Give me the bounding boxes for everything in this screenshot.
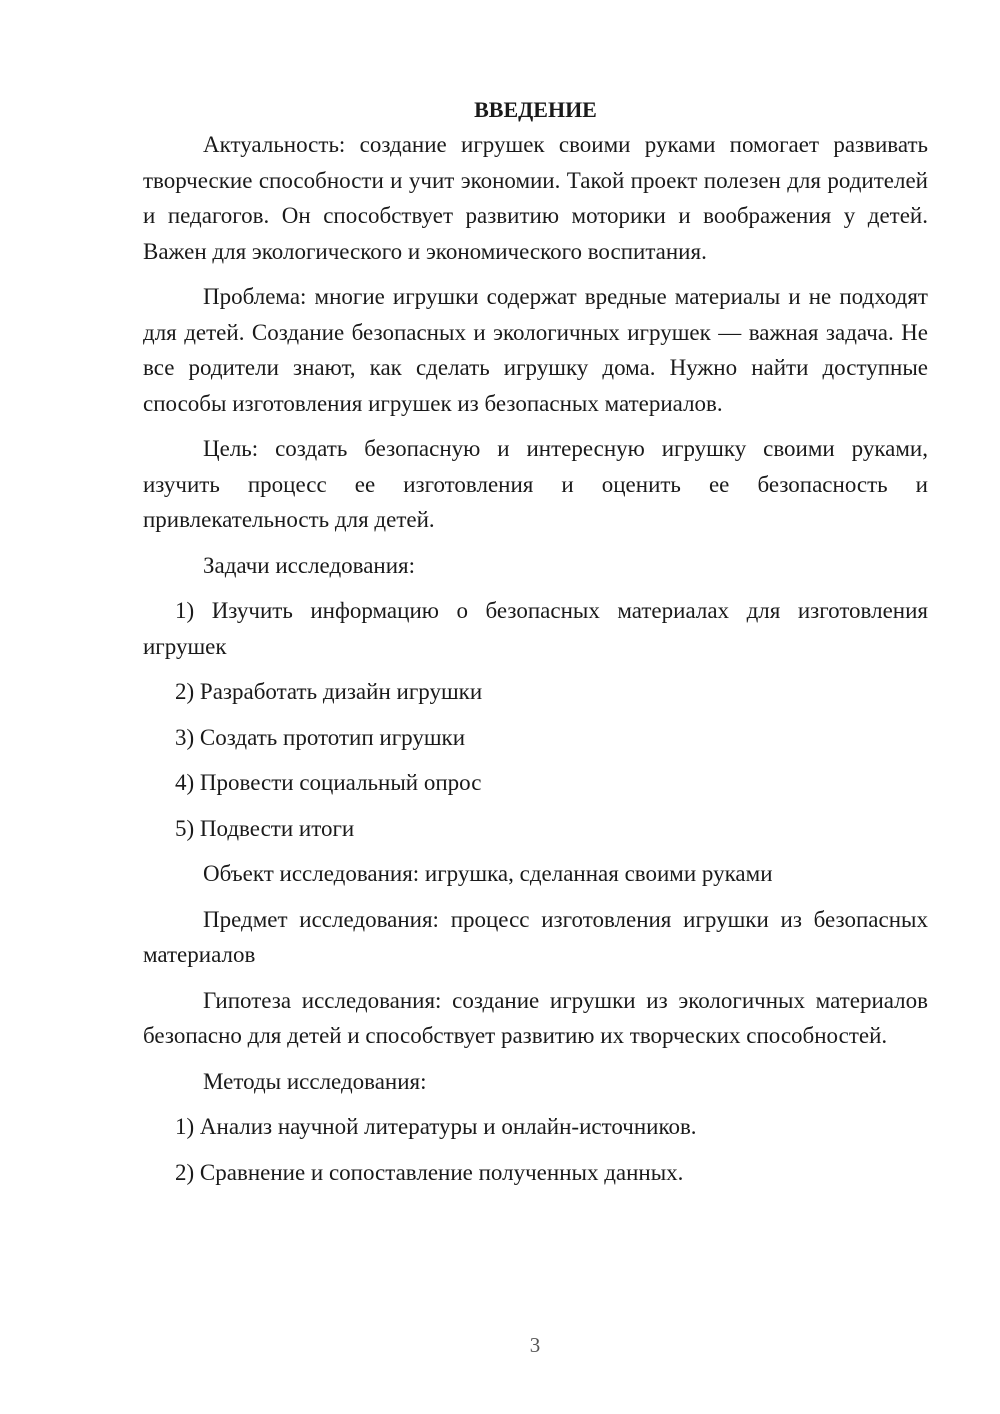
goal-paragraph: Цель: создать безопасную и интересную игрушку своими руками, изучить процесс ее изготовления и оценить ее безопасность и привлекательность для детей. <box>143 436 928 532</box>
task-item: 3) Создать прототип игрушки <box>175 724 466 750</box>
page-number: 3 <box>529 1333 541 1357</box>
task-item: 1) Изучить информацию о безопасных материалах для изготовления игрушек <box>143 598 928 659</box>
method-item: 2) Сравнение и сопоставление полученных данных. <box>175 1159 684 1185</box>
problem-paragraph: Проблема: многие игрушки содержат вредные материалы и не подходят для детей. Создание безопасных и экологичных игрушек — важная задача. Не все родители знают, как сделать игрушку дома. Нужно найти доступные способы изготовления игрушек из безопасных материалов. <box>143 284 928 416</box>
methods-heading: Методы исследования: <box>203 1068 427 1094</box>
hypothesis-paragraph: Гипотеза исследования: создание игрушки из экологичных материалов безопасно для детей и способствует развитию их творческих способностей. <box>143 987 928 1048</box>
object-line: Объект исследования: игрушка, сделанная своими руками <box>203 861 773 886</box>
page-content <box>143 92 928 1200</box>
tasks-heading: Задачи исследования: <box>203 552 416 578</box>
task-item: 4) Провести социальный опрос <box>175 770 482 795</box>
task-item: 5) Подвести итоги <box>175 815 355 841</box>
task-item: 2) Разработать дизайн игрушки <box>175 679 483 704</box>
method-item: 1) Анализ научной литературы и онлайн-источников. <box>175 1114 697 1139</box>
relevance-paragraph: Актуальность: создание игрушек своими руками помогает развивать творческие способности и учит экономии. Такой проект полезен для родителей и педагогов. Он способствует развитию моторики и воображения у детей. Важен для экологического и экономического воспитания. <box>143 132 928 264</box>
subject-paragraph: Предмет исследования: процесс изготовления игрушки из безопасных материалов <box>143 906 928 967</box>
section-title: ВВЕДЕНИЕ <box>474 97 597 122</box>
